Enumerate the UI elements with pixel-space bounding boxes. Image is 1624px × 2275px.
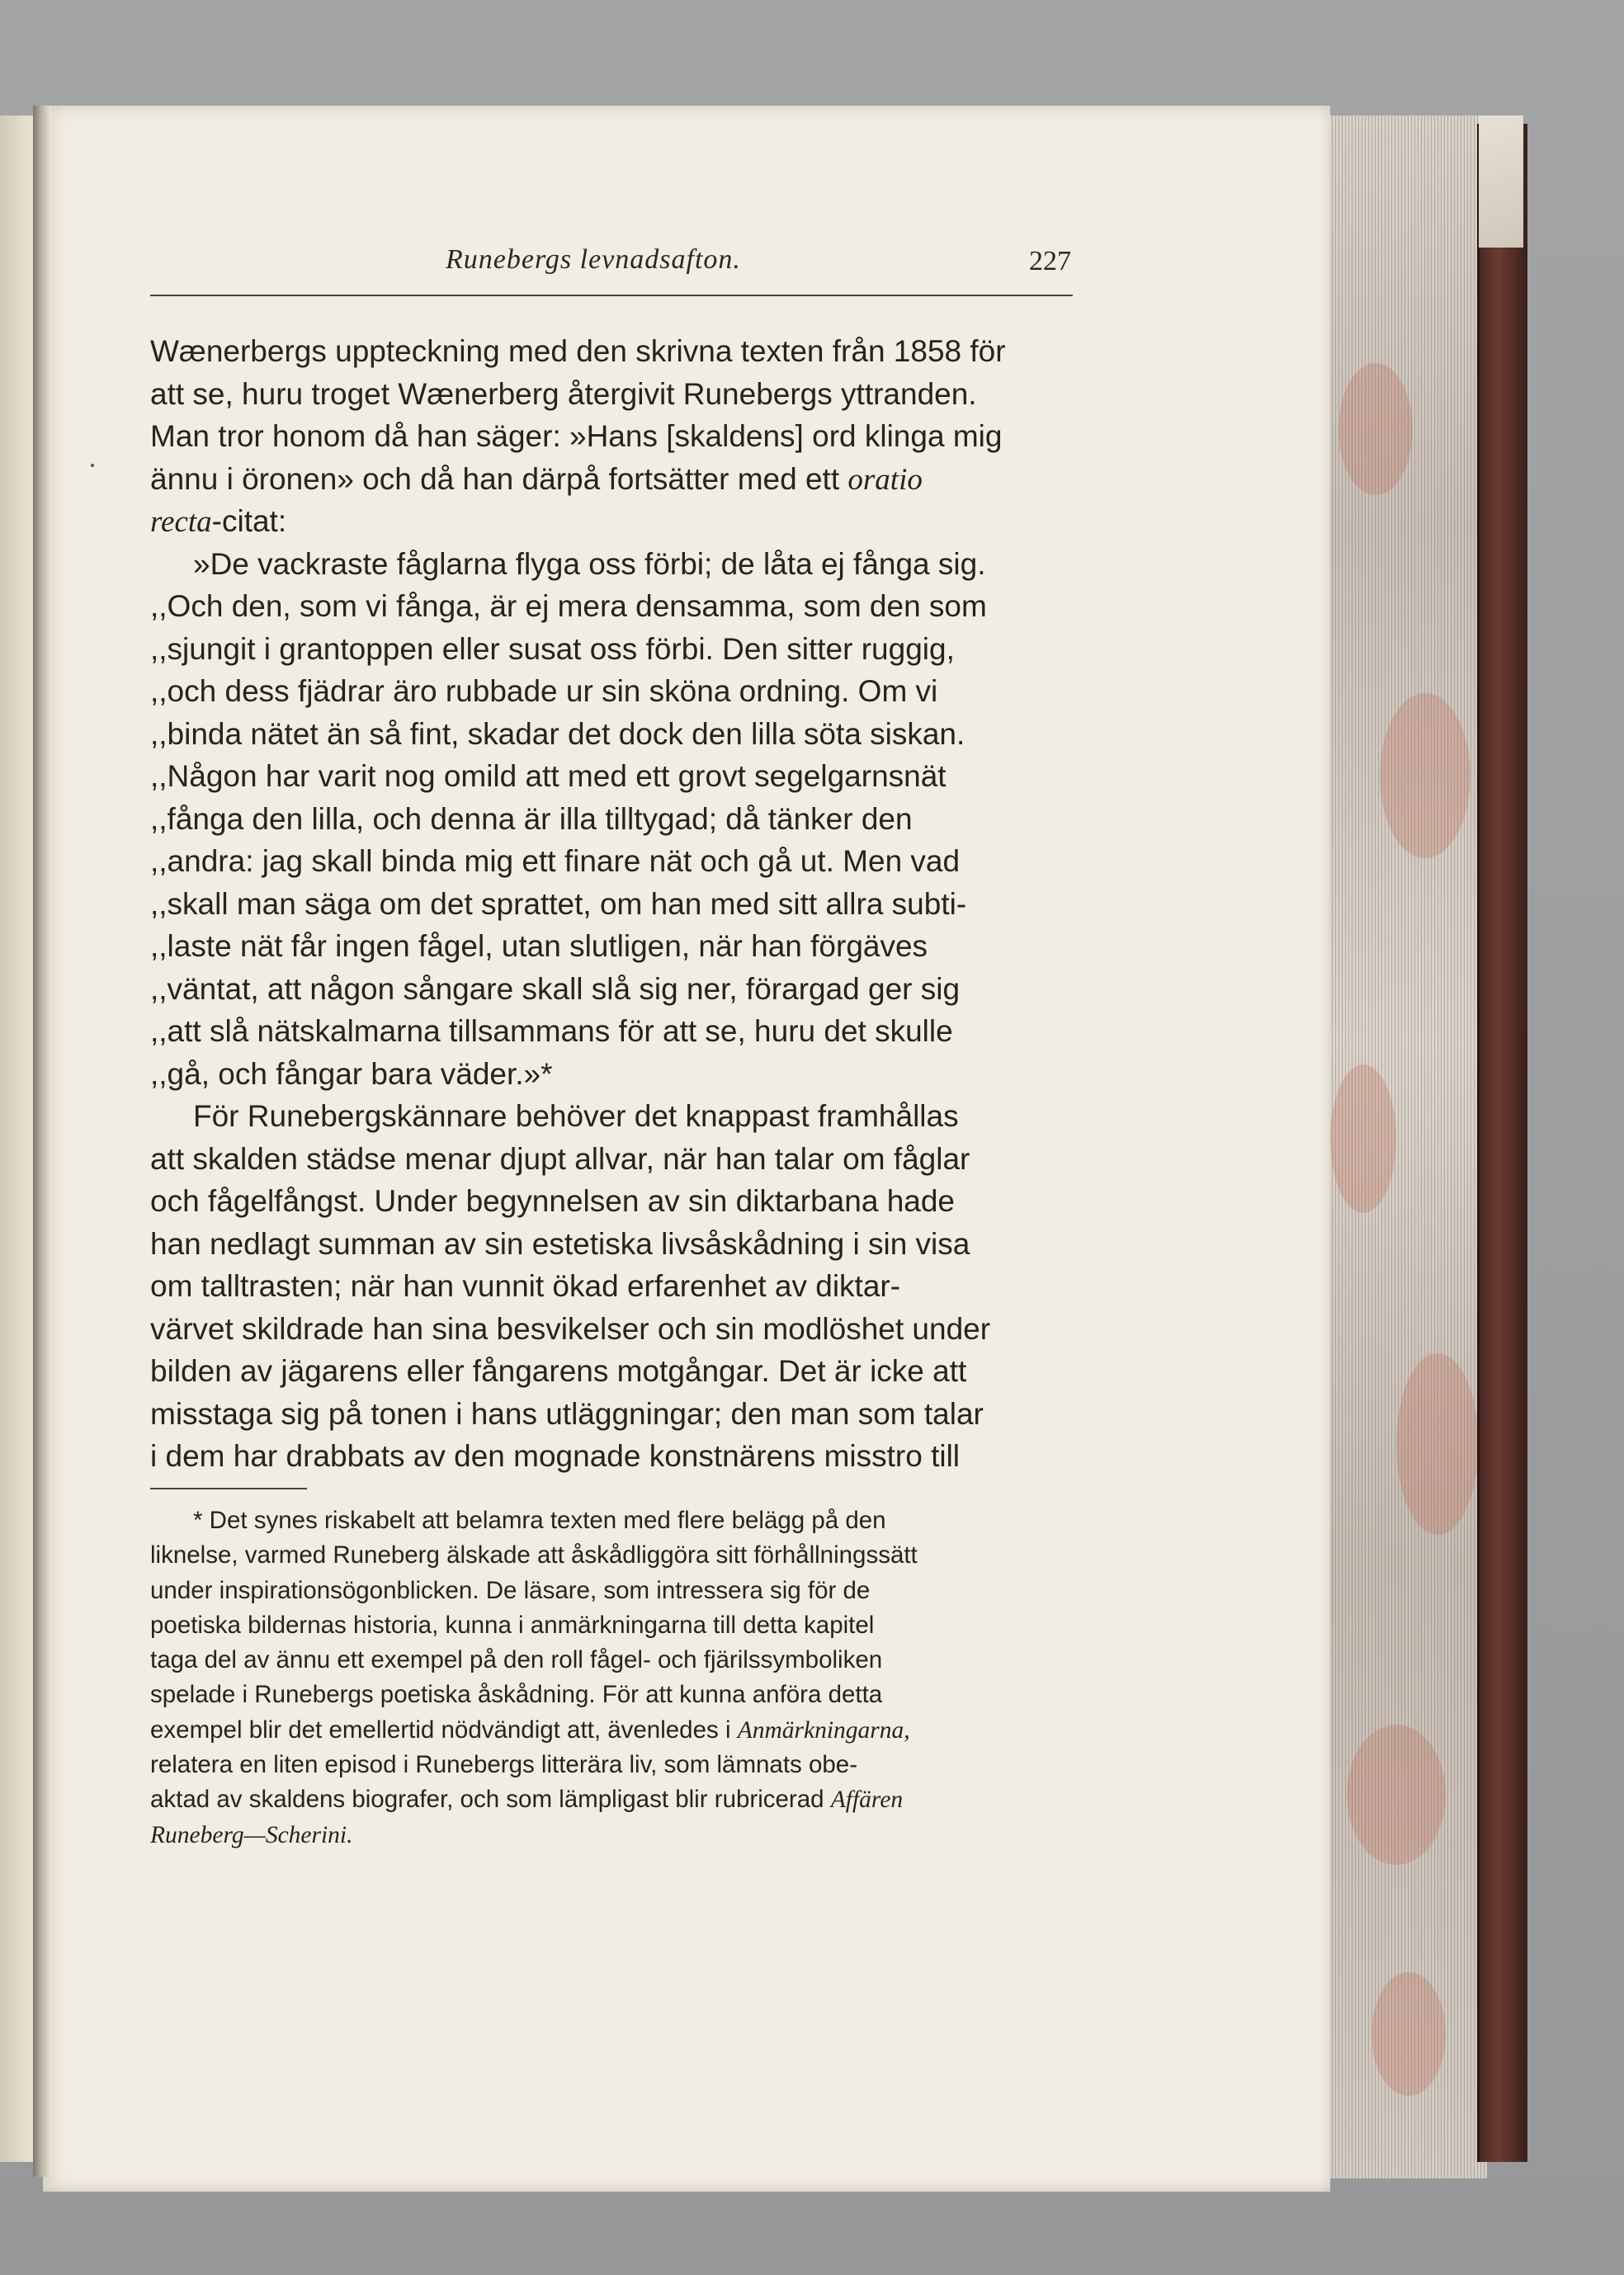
body-line: [150, 713, 1071, 756]
body-line: [150, 1138, 1071, 1181]
body-line: [150, 1308, 1071, 1351]
body-line: [150, 755, 1071, 798]
body-line-text: och fågelfångst. Under begynnelsen av sin diktarbana hade: [150, 1184, 956, 1218]
body-line: [150, 415, 1071, 458]
cover-corner: [1479, 116, 1523, 248]
body-line: [150, 1095, 1071, 1138]
body-line: [150, 500, 1071, 543]
body-line-text: ,,skall man säga om det sprattet, om han med sitt allra subti-: [150, 886, 967, 921]
marbling: [1396, 1353, 1479, 1535]
body-line-text: För Runebergskännare behöver det knappast framhållas: [193, 1099, 959, 1133]
body-line-text: i dem har drabbats av den mognade konstnärens misstro till: [150, 1439, 961, 1473]
body-line-text: ,,och dess fjädrar äro rubbade ur sin sköna ordning. Om vi: [150, 674, 938, 708]
body-line-text: han nedlagt summan av sin estetiska livsåskådning i sin visa: [150, 1226, 970, 1261]
body-line: [150, 1393, 1071, 1436]
body-line-italic: recta: [150, 505, 212, 539]
body-line: [150, 373, 1071, 416]
footnote-line: [150, 1748, 1071, 1782]
body-line-italic: oratio: [847, 462, 923, 497]
footnote-line: [150, 1782, 1071, 1817]
body-line-text: ,,gå, och fångar bara väder.»*: [150, 1056, 553, 1091]
footnote-line: [150, 1643, 1071, 1678]
body-line-text: ,,Och den, som vi fånga, är ej mera densamma, som den som: [150, 589, 987, 623]
body-line-text: ännu i öronen» och då han därpå fortsätter med ett: [150, 461, 848, 496]
body-line-text: ,,att slå nätskalmarna tillsammans för att se, huru det skulle: [150, 1014, 953, 1048]
body-text: [150, 330, 1071, 1478]
body-line-text: ,,väntat, att någon sångare skall slå sig ner, förargad ger sig: [150, 971, 961, 1006]
marbled-page-edges: [1320, 116, 1487, 2178]
body-line: [150, 1435, 1071, 1478]
body-line: [150, 585, 1071, 628]
body-line: [150, 840, 1071, 883]
body-line-text: -citat:: [211, 504, 287, 538]
body-line: [150, 543, 1071, 586]
running-head: [149, 244, 1071, 294]
body-line-text: misstaga sig på tonen i hans utläggningar; den man som talar: [150, 1396, 984, 1431]
body-line: [150, 1350, 1071, 1393]
marbling: [1338, 363, 1413, 495]
body-line: [150, 1180, 1071, 1223]
body-line-text: om talltrasten; när han vunnit ökad erfarenhet av diktar-: [150, 1269, 901, 1303]
body-line-text: ,,laste nät får ingen fågel, utan slutligen, när han förgäves: [150, 929, 928, 963]
body-line: [150, 1053, 1071, 1096]
body-line: [150, 968, 1071, 1011]
footnote-line-italic: Affären: [830, 1786, 904, 1814]
footnote-line-text: under inspirationsögonblicken. De läsare, som intressera sig för de: [150, 1576, 871, 1604]
body-line: [150, 458, 1071, 501]
body-line-text: att skalden städse menar djupt allvar, när han talar om fåglar: [150, 1141, 970, 1176]
body-line: [150, 670, 1071, 713]
footnote-line-text: aktad av skaldens biografer, och som lämpligast blir rubricerad: [150, 1786, 831, 1814]
body-line-text: Wænerbergs uppteckning med den skrivna texten från 1858 för: [150, 334, 1006, 368]
body-line-text: ,,Någon har varit nog omild att med ett grovt segelgarnsnät: [150, 759, 947, 793]
marbling: [1347, 1725, 1446, 1865]
body-line: [150, 925, 1071, 968]
body-line-text: ,,fånga den lilla, och denna är illa tilltygad; då tänker den: [150, 801, 913, 836]
body-line: [150, 1265, 1071, 1308]
body-line: [150, 1010, 1071, 1053]
body-line: [150, 1223, 1071, 1266]
marbling: [1380, 693, 1471, 858]
body-line-text: värvet skildrade han sina besvikelser och sin modlöshet under: [150, 1311, 991, 1346]
header-rule: [150, 295, 1073, 296]
footnote-line-text: exempel blir det emellertid nödvändigt att, ävenledes i: [150, 1716, 738, 1744]
page-gutter: [33, 106, 51, 2177]
body-line: [150, 798, 1071, 841]
footnote-line-italic: Anmärkningarna,: [737, 1716, 910, 1744]
page-number: 227: [1029, 246, 1071, 276]
footnote-line-text: liknelse, varmed Runeberg älskade att åskådliggöra sitt förhållningssätt: [150, 1541, 918, 1569]
footnote-line: [150, 1574, 1071, 1608]
body-line-text: bilden av jägarens eller fångarens motgångar. Det är icke att: [150, 1354, 967, 1388]
body-line-text: ,,binda nätet än så fint, skadar det dock den lilla söta siskan.: [150, 716, 965, 751]
footnote-line-italic: Runeberg—Scherini.: [150, 1821, 353, 1848]
marbling: [1371, 1972, 1446, 2096]
book-cover-edge: [1477, 124, 1527, 2162]
footnote-line-text: poetiska bildernas historia, kunna i anmärkningarna till detta kapitel: [150, 1611, 875, 1639]
footnote-line: [150, 1818, 1071, 1853]
body-line: [150, 628, 1071, 671]
footnote-line-text: taga del av ännu ett exempel på den roll fågel- och fjärilssymboliken: [150, 1646, 883, 1674]
footnote-line-text: spelade i Runebergs poetiska åskådning. För att kunna anföra detta: [150, 1681, 883, 1709]
footnote-rule: [150, 1488, 307, 1489]
body-line: [150, 883, 1071, 926]
body-line-text: »De vackraste fåglarna flyga oss förbi; de låta ej fånga sig.: [193, 546, 986, 581]
footnote-line-text: relatera en liten episod i Runebergs litterära liv, som lämnats obe-: [150, 1751, 858, 1779]
body-line: [150, 330, 1071, 373]
body-line-text: att se, huru troget Wænerberg återgivit Runebergs yttranden.: [150, 376, 977, 411]
page-speck: [91, 464, 94, 467]
footnote-line: [150, 1678, 1071, 1712]
footnote-line: [150, 1713, 1071, 1748]
footnote: [150, 1503, 1071, 1853]
body-line-text: Man tror honom då han säger: »Hans [skaldens] ord klinga mig: [150, 419, 1003, 453]
body-line-text: ,,sjungit i grantoppen eller susat oss förbi. Den sitter ruggig,: [150, 631, 955, 666]
marbling: [1330, 1064, 1396, 1213]
body-line-text: ,,andra: jag skall binda mig ett finare nät och gå ut. Men vad: [150, 844, 961, 878]
running-title: Runebergs levnadsafton.: [446, 244, 741, 275]
footnote-line: [150, 1503, 1071, 1538]
footnote-line: [150, 1608, 1071, 1643]
footnote-line: [150, 1538, 1071, 1573]
footnote-line-text: * Det synes riskabelt att belamra texten med flere belägg på den: [193, 1507, 886, 1534]
